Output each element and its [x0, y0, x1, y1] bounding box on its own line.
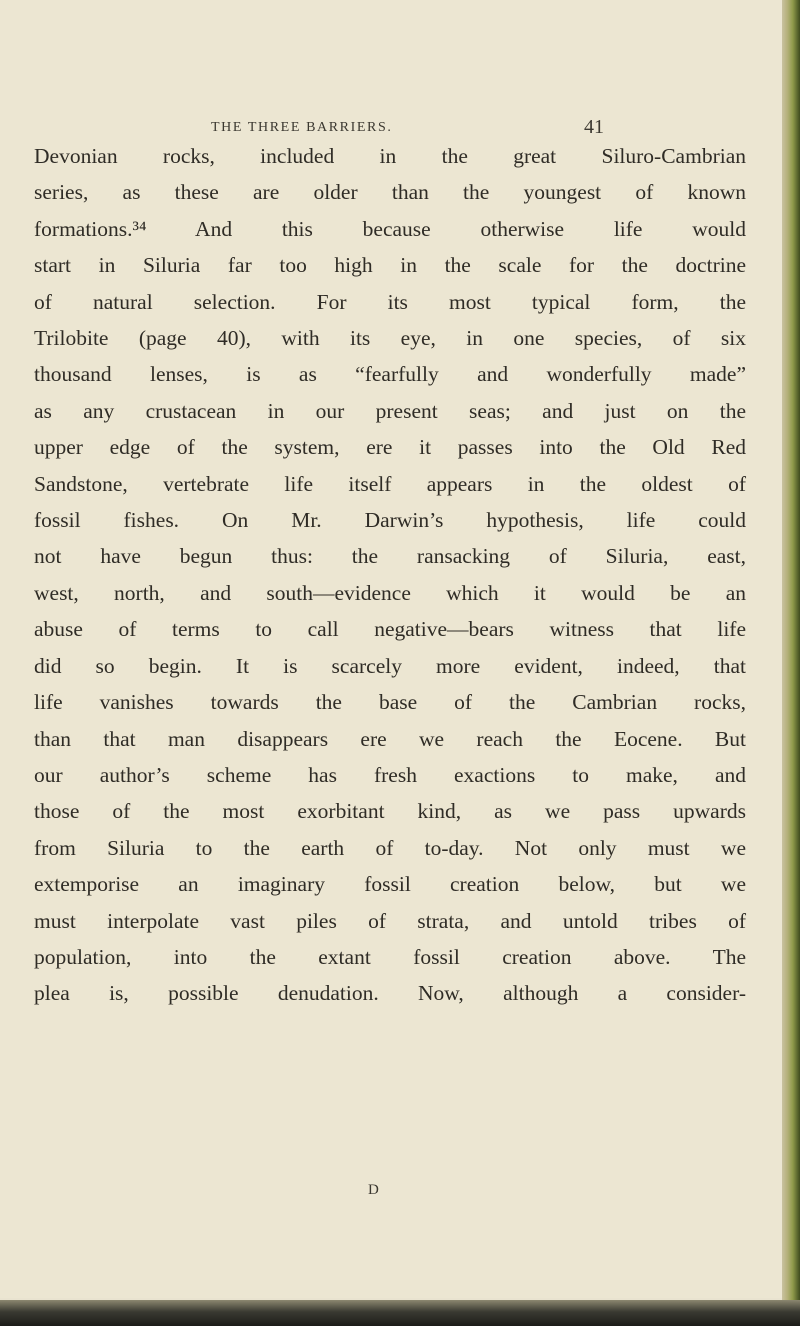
page-edge-gutter [782, 0, 800, 1326]
signature-mark: D [368, 1182, 379, 1198]
page-number: 41 [584, 116, 604, 138]
text-line: as any crustacean in our present seas; and just on the [34, 398, 746, 423]
text-line: start in Siluria far too high in the scale for the doctrine [34, 253, 746, 278]
text-line: from Siluria to the earth of to-day. Not only must we [34, 835, 746, 860]
text-line: Sandstone, vertebrate life itself appears in the oldest of [34, 471, 746, 496]
text-line: upper edge of the system, ere it passes into the Old Red [34, 435, 746, 460]
text-line: not have begun thus: the ransacking of Siluria, east, [34, 544, 746, 569]
text-line: Trilobite (page 40), with its eye, in one species, of six [34, 326, 746, 351]
text-line: abuse of terms to call negative—bears witness that life [34, 617, 746, 642]
text-line: series, as these are older than the youngest of known [34, 180, 746, 205]
text-line: population, into the extant fossil creation above. The [34, 944, 746, 969]
text-line: fossil fishes. On Mr. Darwin’s hypothesis, life could [34, 508, 746, 533]
text-line: plea is, possible denudation. Now, although a consider- [34, 981, 746, 1006]
text-line: formations.³⁴ And this because otherwise life would [34, 216, 746, 241]
text-line: those of the most exorbitant kind, as we pass upwards [34, 799, 746, 824]
text-line: did so begin. It is scarcely more evident, indeed, that [34, 653, 746, 678]
page-bottom-edge [0, 1300, 800, 1326]
running-head-title: THE THREE BARRIERS. [211, 120, 393, 135]
text-line: extemporise an imaginary fossil creation below, but we [34, 872, 746, 897]
text-line: life vanishes towards the base of the Cambrian rocks, [34, 690, 746, 715]
text-line: Devonian rocks, included in the great Siluro-Cambrian [34, 144, 746, 168]
text-line: west, north, and south—evidence which it would be an [34, 580, 746, 605]
text-line: must interpolate vast piles of strata, and untold tribes of [34, 908, 746, 933]
text-line: of natural selection. For its most typical form, the [34, 289, 746, 314]
text-line: than that man disappears ere we reach the Eocene. But [34, 726, 746, 751]
text-line: our author’s scheme has fresh exactions to make, and [34, 762, 746, 787]
text-line: thousand lenses, is as “fearfully and wonderfully made” [34, 362, 746, 387]
body-text [34, 138, 746, 1012]
